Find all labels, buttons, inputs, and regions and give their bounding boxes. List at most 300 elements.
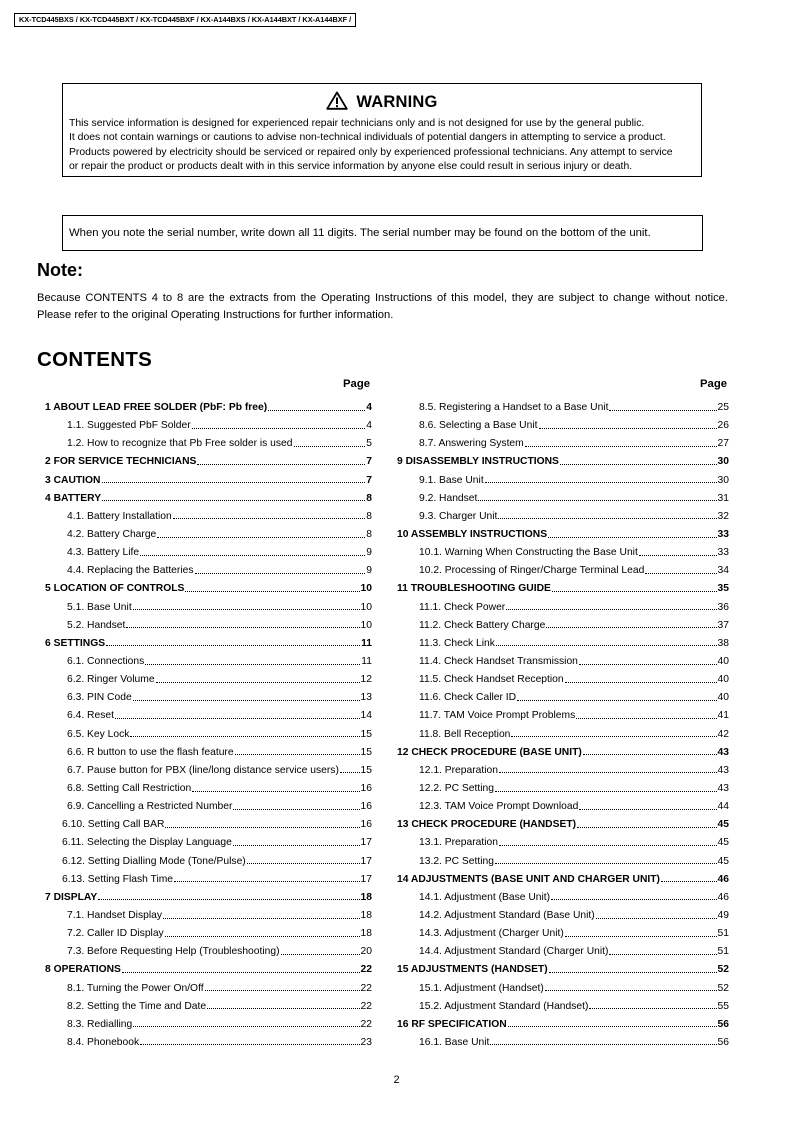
toc-entry-page: 51 (717, 928, 729, 940)
toc-entry[interactable] (45, 635, 372, 653)
toc-entry-page: 26 (717, 420, 729, 432)
toc-entry-page: 22 (360, 964, 372, 976)
toc-entry-page: 40 (717, 655, 729, 667)
toc-entry[interactable] (45, 1034, 372, 1052)
toc-dot-leader (133, 609, 360, 610)
toc-entry-label: 6.5. Key Lock (67, 728, 130, 740)
warning-box (62, 83, 702, 177)
toc-entry[interactable] (45, 707, 372, 725)
toc-dot-leader (281, 954, 360, 955)
toc-entry-label: 11.4. Check Handset Transmission (419, 655, 578, 667)
toc-dot-leader (268, 410, 365, 411)
toc-entry-page: 4 (366, 402, 372, 413)
toc-entry[interactable] (45, 889, 372, 907)
toc-dot-leader (185, 591, 359, 592)
toc-entry[interactable] (45, 907, 372, 925)
toc-dot-leader (525, 446, 717, 447)
toc-entry[interactable] (397, 816, 729, 834)
toc-dot-leader (156, 682, 360, 683)
toc-entry[interactable] (45, 599, 372, 617)
toc-dot-leader (499, 772, 717, 773)
toc-dot-leader (233, 845, 360, 846)
toc-dot-leader (661, 881, 717, 882)
toc-entry[interactable] (397, 617, 729, 635)
toc-entry[interactable] (45, 580, 372, 598)
toc-entry-page: 49 (717, 909, 729, 921)
toc-dot-leader (133, 1026, 359, 1027)
toc-dot-leader (560, 464, 717, 465)
toc-entry-page: 46 (717, 891, 729, 903)
toc-entry-label: 8.3. Redialling (67, 1018, 133, 1030)
warning-line: It does not contain warnings or cautions to advise non-technical individuals of potential dangers in attempting to service a product. (69, 132, 666, 144)
toc-entry-page: 18 (360, 928, 372, 940)
toc-entry[interactable] (397, 653, 729, 671)
toc-entry-label: 8.4. Phonebook (67, 1036, 140, 1048)
page-number: 2 (393, 1074, 400, 1086)
toc-entry[interactable] (45, 816, 372, 834)
toc-entry[interactable] (45, 399, 372, 417)
toc-dot-leader (579, 809, 716, 810)
toc-entry-label: 6.2. Ringer Volume (67, 674, 155, 686)
toc-dot-leader (195, 573, 366, 574)
toc-entry-page: 55 (717, 1000, 729, 1012)
warning-title (63, 91, 701, 112)
toc-entry-label: 12.2. PC Setting (419, 782, 494, 794)
toc-entry-page: 52 (717, 964, 729, 976)
toc-entry-page: 18 (360, 909, 372, 921)
toc-entry[interactable] (45, 671, 372, 689)
toc-entry-label: 7.2. Caller ID Display (67, 928, 164, 940)
toc-entry-label: 16 RF SPECIFICATION (397, 1018, 507, 1030)
toc-entry-label: 8 OPERATIONS (45, 964, 121, 976)
toc-entry-page: 25 (717, 402, 729, 413)
toc-entry-page: 16 (360, 819, 372, 831)
note-title: Note: (37, 260, 83, 280)
toc-right-column (397, 399, 729, 1052)
toc-dot-leader (609, 410, 716, 411)
toc-entry-label: 6.13. Setting Flash Time (62, 873, 174, 885)
warning-line: This service information is designed for experienced repair technicians only and is not designed for use by the general public. (69, 118, 645, 129)
toc-entry[interactable] (45, 653, 372, 671)
toc-entry-page: 46 (717, 873, 729, 885)
toc-entry-page: 43 (717, 764, 729, 776)
toc-entry[interactable] (397, 490, 729, 508)
toc-entry-page: 11 (361, 655, 372, 667)
toc-entry-page: 15 (360, 728, 372, 740)
toc-entry-label: 4.3. Battery Life (67, 547, 140, 559)
toc-dot-leader (192, 428, 366, 429)
toc-entry-label: 16.1. Base Unit (419, 1036, 490, 1048)
toc-entry[interactable] (45, 798, 372, 816)
toc-dot-leader (140, 1044, 359, 1045)
toc-dot-leader (165, 827, 359, 828)
toc-entry-label: 6.10. Setting Call BAR (62, 819, 165, 831)
toc-entry-page: 45 (717, 819, 729, 831)
toc-entry-label: 4.4. Replacing the Batteries (67, 565, 194, 577)
toc-entry[interactable] (397, 889, 729, 907)
toc-entry[interactable] (45, 980, 372, 998)
toc-dot-leader (552, 591, 717, 592)
toc-entry-label: 10.2. Processing of Ringer/Charge Terminal Lead (419, 565, 645, 577)
toc-entry-label: 8.7. Answering System (419, 438, 524, 450)
toc-entry[interactable] (397, 1034, 729, 1052)
toc-entry-page: 56 (717, 1018, 729, 1030)
toc-entry-page: 23 (360, 1036, 372, 1048)
toc-entry[interactable] (397, 998, 729, 1016)
toc-entry[interactable] (397, 435, 729, 453)
toc-dot-leader (145, 664, 360, 665)
toc-entry[interactable] (397, 707, 729, 725)
toc-entry[interactable] (397, 762, 729, 780)
toc-dot-leader (122, 972, 360, 973)
toc-entry-label: 6.11. Selecting the Display Language (62, 837, 232, 849)
toc-dot-leader (545, 990, 717, 991)
toc-entry[interactable] (45, 998, 372, 1016)
toc-dot-leader (115, 718, 360, 719)
toc-entry-page: 40 (717, 692, 729, 704)
toc-entry-label: 6.1. Connections (67, 655, 145, 667)
toc-dot-leader (577, 827, 716, 828)
warning-triangle-icon (326, 91, 348, 110)
toc-entry-label: 14.3. Adjustment (Charger Unit) (419, 928, 564, 940)
toc-entry-label: 10.1. Warning When Constructing the Base Unit (419, 547, 638, 559)
toc-entry[interactable] (45, 943, 372, 961)
toc-entry-page: 11 (361, 637, 372, 649)
toc-entry-label: 15.1. Adjustment (Handset) (419, 982, 544, 994)
toc-entry[interactable] (397, 580, 729, 598)
toc-entry[interactable] (45, 762, 372, 780)
toc-entry-page: 43 (717, 746, 729, 758)
toc-entry-label: 8.1. Turning the Power On/Off (67, 982, 204, 994)
toc-entry[interactable] (397, 508, 729, 526)
toc-entry-page: 8 (366, 528, 372, 540)
toc-dot-leader (102, 482, 366, 483)
warning-text (69, 117, 697, 174)
toc-entry-label: 14.4. Adjustment Standard (Charger Unit) (419, 946, 609, 958)
toc-entry-page: 33 (717, 528, 729, 540)
toc-dot-leader (207, 1008, 359, 1009)
toc-entry-label: 15.2. Adjustment Standard (Handset) (419, 1000, 589, 1012)
toc-entry-label: 11.3. Check Link (419, 637, 495, 649)
toc-dot-leader (485, 482, 717, 483)
toc-entry-label: 9.1. Base Unit (419, 474, 484, 486)
toc-entry-page: 10 (360, 601, 372, 613)
toc-entry[interactable] (397, 635, 729, 653)
toc-entry-label: 6.3. PIN Code (67, 692, 132, 704)
toc-entry[interactable] (45, 526, 372, 544)
toc-entry-label: 13 CHECK PROCEDURE (HANDSET) (397, 819, 577, 831)
toc-entry-page: 56 (717, 1036, 729, 1048)
toc-entry[interactable] (397, 472, 729, 490)
toc-dot-leader (233, 809, 359, 810)
toc-entry[interactable] (45, 925, 372, 943)
toc-entry-label: 13.1. Preparation (419, 837, 498, 849)
toc-entry[interactable] (45, 871, 372, 889)
toc-entry-page: 14 (360, 710, 372, 722)
toc-entry-label: 3 CAUTION (45, 474, 101, 486)
toc-entry-label: 14.1. Adjustment (Base Unit) (419, 891, 551, 903)
toc-dot-leader (548, 537, 716, 538)
toc-dot-leader (609, 954, 716, 955)
warning-line: or repair the product or products dealt with in this service information by anyone else could result in serious injury or death. (69, 160, 633, 172)
toc-entry[interactable] (45, 617, 372, 635)
toc-dot-leader (133, 700, 360, 701)
toc-entry-page: 42 (717, 728, 729, 740)
toc-dot-leader (596, 918, 717, 919)
toc-entry-label: 11.2. Check Battery Charge (419, 619, 546, 631)
toc-dot-leader (508, 1026, 717, 1027)
toc-entry-label: 11.5. Check Handset Reception (419, 674, 564, 686)
toc-entry-page: 13 (360, 692, 372, 704)
toc-entry-page: 8 (366, 492, 372, 504)
toc-entry-label: 12.1. Preparation (419, 764, 498, 776)
toc-entry-label: 11 TROUBLESHOOTING GUIDE (397, 583, 551, 595)
toc-entry-page: 34 (717, 565, 729, 577)
toc-entry-page: 16 (360, 801, 372, 813)
toc-entry-label: 6.4. Reset (67, 710, 114, 722)
toc-entry-page: 51 (717, 946, 729, 958)
toc-entry-page: 7 (366, 474, 372, 486)
toc-entry-page: 16 (360, 782, 372, 794)
toc-entry-page: 9 (366, 565, 372, 577)
toc-entry-page: 7 (366, 456, 372, 468)
toc-dot-leader (589, 1008, 716, 1009)
toc-entry-label: 14.2. Adjustment Standard (Base Unit) (419, 909, 595, 921)
serial-number-note: When you note the serial number, write down all 11 digits. The serial number may be found on the bottom of the unit. (62, 215, 703, 251)
toc-entry-label: 6.6. R button to use the flash feature (67, 746, 234, 758)
toc-entry[interactable] (397, 798, 729, 816)
toc-dot-leader (205, 990, 360, 991)
toc-entry-page: 45 (717, 855, 729, 867)
toc-entry-label: 8.2. Setting the Time and Date (67, 1000, 207, 1012)
toc-entry[interactable] (45, 1016, 372, 1034)
toc-dot-leader (102, 500, 365, 501)
toc-dot-leader (583, 754, 717, 755)
toc-entry-page: 37 (717, 619, 729, 631)
toc-entry[interactable] (45, 435, 372, 453)
toc-entry-page: 31 (717, 492, 729, 504)
toc-entry-label: 14 ADJUSTMENTS (BASE UNIT AND CHARGER UNIT) (397, 873, 660, 885)
model-header-tag: KX-TCD445BXS / KX-TCD445BXT / KX-TCD445BXF / KX-A144BXS / KX-A144BXT / KX-A144BXF / (14, 13, 356, 27)
toc-entry-page: 17 (360, 837, 372, 849)
toc-entry[interactable] (397, 907, 729, 925)
toc-dot-leader (511, 736, 716, 737)
toc-entry-label: 1 ABOUT LEAD FREE SOLDER (PbF: Pb free) (45, 402, 268, 413)
toc-entry-page: 17 (360, 855, 372, 867)
toc-entry[interactable] (397, 399, 729, 417)
toc-entry[interactable] (45, 726, 372, 744)
toc-entry-label: 7.1. Handset Display (67, 909, 163, 921)
toc-dot-leader (549, 972, 717, 973)
toc-entry-label: 5 LOCATION OF CONTROLS (45, 583, 185, 595)
toc-entry-label: 13.2. PC Setting (419, 855, 494, 867)
toc-entry-label: 4.2. Battery Charge (67, 528, 157, 540)
toc-entry[interactable] (397, 599, 729, 617)
toc-entry[interactable] (397, 526, 729, 544)
warning-title-text: WARNING (356, 93, 438, 111)
toc-entry-page: 44 (717, 801, 729, 813)
toc-entry[interactable] (45, 689, 372, 707)
toc-entry[interactable] (397, 671, 729, 689)
contents-title: CONTENTS (37, 348, 153, 371)
toc-entry-page: 8 (366, 510, 372, 522)
toc-dot-leader (235, 754, 360, 755)
toc-entry-page: 5 (366, 438, 372, 450)
toc-entry[interactable] (45, 417, 372, 435)
toc-entry[interactable] (397, 943, 729, 961)
toc-entry[interactable] (397, 980, 729, 998)
toc-entry-page: 12 (360, 674, 372, 686)
toc-entry-page: 43 (717, 782, 729, 794)
toc-entry[interactable] (397, 544, 729, 562)
toc-entry[interactable] (397, 726, 729, 744)
toc-entry-label: 6.9. Cancelling a Restricted Number (67, 801, 233, 813)
toc-entry[interactable] (45, 834, 372, 852)
toc-entry[interactable] (45, 562, 372, 580)
toc-entry[interactable] (397, 925, 729, 943)
toc-entry-page: 45 (717, 837, 729, 849)
toc-entry[interactable] (397, 744, 729, 762)
toc-dot-leader (551, 899, 716, 900)
toc-entry[interactable] (45, 780, 372, 798)
toc-dot-leader (98, 899, 359, 900)
toc-entry-page: 35 (717, 583, 729, 595)
right-page-header: Page (700, 378, 728, 390)
toc-dot-leader (163, 918, 360, 919)
toc-dot-leader (126, 627, 359, 628)
toc-entry-label: 11.7. TAM Voice Prompt Problems (419, 710, 576, 722)
toc-entry-page: 32 (717, 510, 729, 522)
toc-dot-leader (506, 609, 716, 610)
toc-dot-leader (495, 863, 717, 864)
toc-entry-page: 15 (360, 764, 372, 776)
toc-entry[interactable] (397, 780, 729, 798)
toc-entry-page: 10 (360, 619, 372, 631)
toc-dot-leader (645, 573, 716, 574)
toc-dot-leader (247, 863, 360, 864)
toc-entry-label: 11.1. Check Power (419, 601, 506, 613)
toc-entry-page: 38 (717, 637, 729, 649)
toc-entry[interactable] (45, 453, 372, 471)
toc-dot-leader (294, 446, 366, 447)
toc-dot-leader (499, 845, 717, 846)
warning-line: Products powered by electricity should be serviced or repaired only by experienced professional technicians. Any attempt to service (69, 146, 673, 158)
left-page-header: Page (343, 378, 371, 390)
toc-entry[interactable] (397, 417, 729, 435)
toc-entry-page: 22 (360, 1000, 372, 1012)
toc-entry-label: 15 ADJUSTMENTS (HANDSET) (397, 964, 548, 976)
toc-entry-page: 27 (717, 438, 729, 450)
toc-dot-leader (496, 645, 717, 646)
toc-dot-leader (576, 718, 716, 719)
toc-entry-label: 12.3. TAM Voice Prompt Download (419, 801, 579, 813)
toc-entry-label: 5.1. Base Unit (67, 601, 132, 613)
toc-entry[interactable] (45, 508, 372, 526)
toc-entry-label: 4 BATTERY (45, 492, 102, 504)
toc-dot-leader (546, 627, 716, 628)
toc-entry-label: 10 ASSEMBLY INSTRUCTIONS (397, 528, 548, 540)
toc-entry-page: 41 (717, 710, 729, 722)
toc-dot-leader (565, 936, 717, 937)
toc-entry-page: 20 (360, 946, 372, 958)
toc-dot-leader (106, 645, 360, 646)
toc-entry[interactable] (45, 472, 372, 490)
toc-entry-label: 5.2. Handset (67, 619, 126, 631)
toc-entry[interactable] (397, 689, 729, 707)
toc-entry-label: 7.3. Before Requesting Help (Troubleshooting) (67, 946, 280, 958)
toc-dot-leader (539, 428, 717, 429)
toc-entry-page: 4 (366, 420, 372, 432)
toc-entry-label: 9.3. Charger Unit (419, 510, 498, 522)
toc-entry[interactable] (45, 961, 372, 979)
toc-dot-leader (498, 518, 716, 519)
toc-entry-label: 9.2. Handset (419, 492, 478, 504)
toc-entry-page: 18 (360, 891, 372, 903)
toc-dot-leader (565, 682, 717, 683)
toc-dot-leader (490, 1044, 716, 1045)
toc-entry-label: 7 DISPLAY (45, 891, 98, 903)
toc-entry-page: 52 (717, 982, 729, 994)
toc-entry-page: 10 (360, 583, 372, 595)
toc-entry-label: 8.5. Registering a Handset to a Base Unit (419, 402, 609, 413)
toc-dot-leader (157, 537, 365, 538)
toc-entry-label: 2 FOR SERVICE TECHNICIANS (45, 456, 197, 468)
toc-entry-label: 11.6. Check Caller ID (419, 692, 517, 704)
toc-entry-label: 11.8. Bell Reception (419, 728, 511, 740)
toc-dot-leader (639, 555, 717, 556)
toc-entry[interactable] (397, 871, 729, 889)
toc-entry-page: 30 (717, 474, 729, 486)
toc-entry[interactable] (397, 853, 729, 871)
toc-entry-label: 8.6. Selecting a Base Unit (419, 420, 538, 432)
toc-entry-label: 6.7. Pause button for PBX (line/long distance service users) (67, 764, 339, 776)
toc-entry-page: 22 (360, 1018, 372, 1030)
toc-entry-page: 30 (717, 456, 729, 468)
toc-entry[interactable] (397, 1016, 729, 1034)
toc-entry-label: 6.8. Setting Call Restriction (67, 782, 192, 794)
toc-entry-label: 12 CHECK PROCEDURE (BASE UNIT) (397, 746, 582, 758)
toc-dot-leader (165, 936, 360, 937)
toc-entry-label: 4.1. Battery Installation (67, 510, 172, 522)
toc-dot-leader (197, 464, 365, 465)
toc-entry-page: 22 (360, 982, 372, 994)
toc-dot-leader (579, 664, 717, 665)
toc-dot-leader (130, 736, 359, 737)
toc-entry-page: 17 (360, 873, 372, 885)
toc-entry-page: 40 (717, 674, 729, 686)
toc-dot-leader (173, 518, 366, 519)
toc-entry-label: 1.2. How to recognize that Pb Free solder is used (67, 438, 293, 450)
toc-entry-page: 36 (717, 601, 729, 613)
toc-entry-label: 9 DISASSEMBLY INSTRUCTIONS (397, 456, 559, 468)
toc-dot-leader (340, 772, 360, 773)
toc-entry-page: 9 (366, 547, 372, 559)
toc-entry-label: 6 SETTINGS (45, 637, 106, 649)
toc-entry[interactable] (45, 490, 372, 508)
toc-entry[interactable] (397, 961, 729, 979)
toc-entry[interactable] (45, 744, 372, 762)
toc-entry[interactable] (397, 834, 729, 852)
toc-dot-leader (478, 500, 716, 501)
toc-left-column (45, 399, 372, 1052)
toc-entry-page: 33 (717, 547, 729, 559)
toc-dot-leader (517, 700, 716, 701)
toc-entry[interactable] (397, 453, 729, 471)
toc-entry[interactable] (45, 853, 372, 871)
toc-entry[interactable] (397, 562, 729, 580)
toc-entry[interactable] (45, 544, 372, 562)
toc-entry-label: 6.12. Setting Dialling Mode (Tone/Pulse) (62, 855, 246, 867)
